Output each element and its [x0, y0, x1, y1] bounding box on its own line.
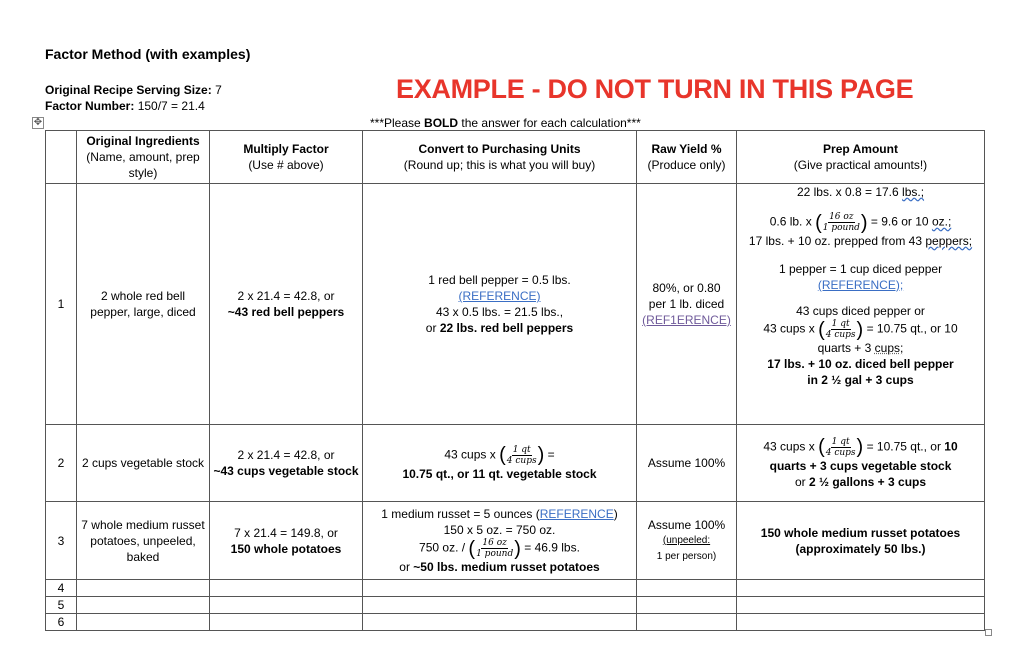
example-banner: EXAMPLE - DO NOT TURN IN THIS PAGE	[396, 74, 914, 104]
header-prep: Prep Amount (Give practical amounts!)	[737, 131, 985, 184]
row-number: 1	[46, 184, 77, 425]
yield-cell: 80%, or 0.80 per 1 lb. diced (REF1ERENCE)	[637, 184, 737, 425]
yield-cell: Assume 100% (unpeeled: 1 per person)	[637, 502, 737, 580]
table-header-row	[46, 131, 985, 184]
bold-notice: ***Please BOLD the answer for each calculation***	[370, 116, 641, 130]
fraction: ( $\frac{16 oz}{\text{1 pound}}$ )	[468, 537, 521, 560]
ingredient-cell: 7 whole medium russet potatoes, unpeeled, baked	[77, 502, 210, 580]
ingredient-cell: 2 cups vegetable stock	[77, 425, 210, 502]
header-yield: Raw Yield % (Produce only)	[637, 131, 737, 184]
convert-cell: 43 cups x ( $\frac{1 qt}{\text{4 cups}}$ ) = 10.75 qt., or 11 qt. vegetable stock	[363, 425, 637, 502]
reference-link[interactable]: (REFERENCE)	[458, 289, 541, 303]
empty-cell[interactable]	[637, 580, 737, 597]
table-row	[46, 614, 985, 631]
multiply-cell: 2 x 21.4 = 42.8, or ~43 cups vegetable stock	[210, 425, 363, 502]
empty-cell[interactable]	[637, 597, 737, 614]
empty-cell[interactable]	[363, 614, 637, 631]
prep-cell: 150 whole medium russet potatoes (approximately 50 lbs.)	[737, 502, 985, 580]
convert-cell: 1 medium russet = 5 ounces (REFERENCE) 150 x 5 oz. = 750 oz. 750 oz. / ( $\frac{16 oz}{\text{1 pound}}$ ) = 46.9 lbs. or ~50 lbs. medium russet potatoes	[363, 502, 637, 580]
empty-cell[interactable]	[210, 597, 363, 614]
row-number: 4	[46, 580, 77, 597]
table-row	[46, 502, 985, 580]
prep-cell: 43 cups x ( $\frac{1 qt}{\text{4 cups}}$ ) = 10.75 qt., or 10 quarts + 3 cups vegetable stock or 2 ½ gallons + 3 cups	[737, 425, 985, 502]
header-num	[46, 131, 77, 184]
table-row	[46, 425, 985, 502]
convert-cell: 1 red bell pepper = 0.5 lbs. (REFERENCE) 43 x 0.5 lbs. = 21.5 lbs., or 22 lbs. red bell peppers	[363, 184, 637, 425]
serving-size: Original Recipe Serving Size: 7	[45, 83, 222, 97]
document-title: Factor Method (with examples)	[45, 46, 251, 62]
empty-cell[interactable]	[737, 580, 985, 597]
header-ingredients: Original Ingredients (Name, amount, prep style)	[77, 131, 210, 184]
table-row	[46, 580, 985, 597]
empty-cell[interactable]	[77, 580, 210, 597]
row-number: 3	[46, 502, 77, 580]
reference-link[interactable]: (REF1ERENCE)	[642, 313, 731, 327]
fraction: ( $\frac{16 oz}{\text{1 pound}}$ )	[815, 211, 868, 234]
row-number: 2	[46, 425, 77, 502]
empty-cell[interactable]	[77, 597, 210, 614]
empty-cell[interactable]	[363, 580, 637, 597]
empty-cell[interactable]	[737, 614, 985, 631]
header-multiply: Multiply Factor (Use # above)	[210, 131, 363, 184]
empty-cell[interactable]	[637, 614, 737, 631]
reference-link[interactable]: REFERENCE	[539, 507, 614, 521]
multiply-cell: 7 x 21.4 = 149.8, or 150 whole potatoes	[210, 502, 363, 580]
factor-number: Factor Number: 150/7 = 21.4	[45, 99, 205, 113]
fraction: ( $\frac{1 qt}{\text{4 cups}}$ )	[818, 318, 864, 341]
table-resize-handle[interactable]	[985, 629, 992, 636]
header-convert: Convert to Purchasing Units (Round up; this is what you will buy)	[363, 131, 637, 184]
empty-cell[interactable]	[77, 614, 210, 631]
empty-cell[interactable]	[363, 597, 637, 614]
yield-cell: Assume 100%	[637, 425, 737, 502]
table-move-handle-icon[interactable]: ✥	[33, 117, 43, 128]
prep-cell: 22 lbs. x 0.8 = 17.6 lbs.; 0.6 lb. x ( $\frac{16 oz}{\text{1 pound}}$ ) = 9.6 or 10 oz.; 17 lbs. + 10 oz. prepped from 43 peppers; 1 pepper = 1 cup diced pepper (REFERENCE); 43 cups diced pepper or 43 cups x ( $\frac{1 qt}{\text{4 cups}}$ ) = 10.75 qt., or 10 quarts + 3 cups; 17 lbs. + 10 oz. diced bell pepper in 2 ½ gal + 3 cups	[737, 184, 985, 425]
fraction: ( $\frac{1 qt}{\text{4 cups}}$ )	[499, 444, 545, 466]
empty-cell[interactable]	[210, 580, 363, 597]
row-number: 6	[46, 614, 77, 631]
ingredient-cell: 2 whole red bell pepper, large, diced	[77, 184, 210, 425]
table-row	[46, 184, 985, 425]
empty-cell[interactable]	[737, 597, 985, 614]
table-row	[46, 597, 985, 614]
reference-link[interactable]: (REFERENCE);	[817, 278, 904, 292]
fraction: ( $\frac{1 qt}{\text{4 cups}}$ )	[818, 436, 864, 458]
empty-cell[interactable]	[210, 614, 363, 631]
multiply-cell: 2 x 21.4 = 42.8, or ~43 red bell peppers	[210, 184, 363, 425]
row-number: 5	[46, 597, 77, 614]
factor-table	[45, 130, 985, 631]
